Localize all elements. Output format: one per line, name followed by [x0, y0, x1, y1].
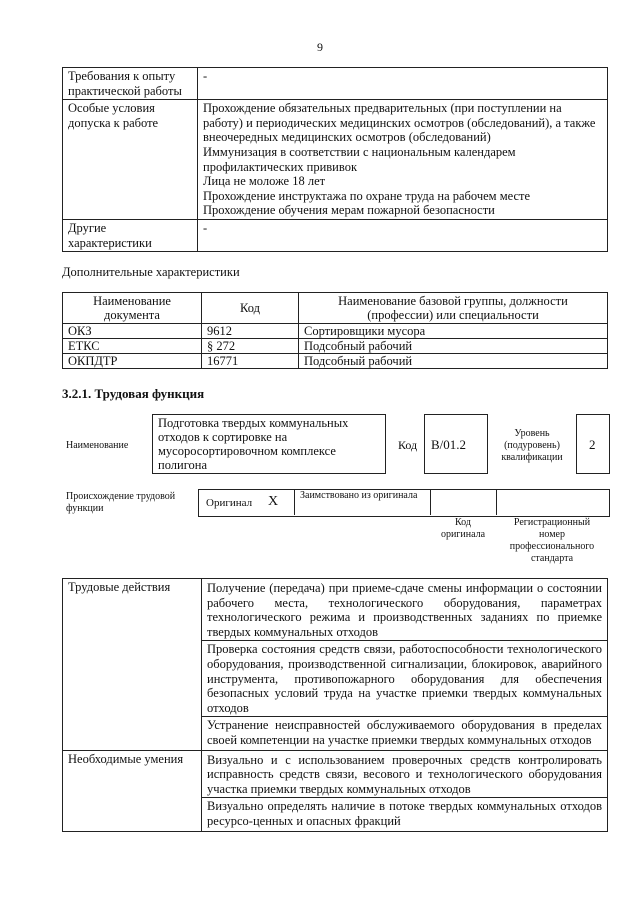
list-item: Визуально и с использованием проверочных средств контролировать исправность средств связи, весового и технологического оборудования участка приемки твердых коммунальных отходов: [207, 752, 602, 796]
origin-divider: [294, 489, 295, 515]
value-line: Прохождение инструктажа по охране труда на рабочем месте: [203, 188, 531, 203]
function-name-value: Подготовка твердых коммунальных отходов к сортировке на мусоросортировочном комплексе полигона: [158, 416, 349, 472]
table-cell: Подсобный рабочий: [299, 354, 608, 369]
code-box: [424, 414, 488, 474]
row-label: Необходимые умения: [63, 750, 202, 831]
code-label: Код: [398, 438, 418, 452]
origin-divider: [430, 489, 431, 515]
row-value: [202, 579, 608, 751]
row-value: [202, 750, 608, 831]
table-cell: 16771: [202, 354, 299, 369]
row-value: [198, 68, 608, 100]
table-cell: Сортировщики мусора: [299, 324, 608, 339]
row-label: Требования к опыту практической работы: [63, 68, 198, 100]
value-line: Прохождение обучения мерам пожарной безопасности: [203, 203, 495, 218]
list-item: Получение (передача) при приеме-сдаче смены информации о состоянии рабочего места, технологического оборудования, параметрах технологического режима и производственных заданиях по приемке твердых коммунальных отходов: [207, 581, 602, 639]
borrowed-label: Заимствовано из оригинала: [300, 490, 418, 501]
original-label: Оригинал: [206, 497, 253, 509]
list-item: Устранение неисправностей обслуживаемого оборудования в пределах своей компетенции на участке приемки твердых коммунальных отходов: [202, 716, 607, 748]
code-caption: Код оригинала: [440, 517, 486, 540]
table-cell: Подсобный рабочий: [299, 339, 608, 354]
section-title: 3.2.1. Трудовая функция: [62, 386, 205, 401]
table-row: [63, 750, 608, 831]
value-line: -: [203, 69, 208, 83]
table-row: [63, 219, 608, 251]
table-header-row: [63, 293, 608, 324]
list-item: Визуально определять наличие в потоке твердых коммунальных отходов ресурсо-ценных и опасных фракций: [202, 797, 607, 829]
value-line: -: [203, 220, 208, 235]
extra-heading: Дополнительные характеристики: [62, 265, 240, 279]
list-item: Проверка состояния средств связи, работоспособности технологического оборудования, производственной сигнализации, блокировок, аварийного инструмента, противопожарного оборудования для обеспечения безопасных условий труда на участке приемки твердых коммунальных отходов: [202, 640, 607, 716]
table-cell: ОКЗ: [63, 324, 202, 339]
table-row: [63, 68, 608, 100]
value-line: Лица не моложе 18 лет: [203, 174, 326, 189]
table-row: [63, 579, 608, 751]
row-label: Другие характеристики: [63, 219, 198, 251]
page-number: 9: [317, 40, 323, 54]
table-row: [63, 339, 608, 354]
function-name-label: Наименование: [66, 440, 129, 451]
table-cell: ЕТКС: [63, 339, 202, 354]
function-name-box: [152, 414, 386, 474]
level-value: 2: [589, 437, 596, 452]
row-value: [198, 100, 608, 220]
level-label: Уровень (подуровень) квалификации: [501, 428, 563, 463]
level-box: [576, 414, 610, 474]
table-cell: 9612: [202, 324, 299, 339]
row-label: Трудовые действия: [63, 579, 202, 751]
value-line: Прохождение обязательных предварительных (при поступлении на работу) и периодических медицинских осмотров (обследований), а также внеочередных медицинских осмотров (обследований): [203, 101, 596, 145]
reg-caption: Регистрационный номер профессионального стандарта: [509, 517, 595, 564]
qualification-requirements-table: [62, 67, 608, 252]
table-cell: § 272: [202, 339, 299, 354]
original-mark: X: [268, 494, 279, 509]
origin-label: Происхождение трудовой функции: [66, 491, 176, 514]
row-label: Особые условия допуска к работе: [63, 100, 198, 220]
table-row: [63, 354, 608, 369]
table-row: [63, 100, 608, 220]
origin-divider: [496, 489, 497, 515]
table-cell: ОКПДТР: [63, 354, 202, 369]
code-value: В/01.2: [431, 437, 467, 452]
labor-actions-table: [62, 578, 608, 832]
additional-characteristics-table: [62, 292, 608, 369]
table-row: [63, 324, 608, 339]
column-header: Наименование документа: [63, 293, 202, 324]
row-value: [198, 219, 608, 251]
value-line: Иммунизация в соответствии с национальным календарем профилактических прививок: [203, 144, 516, 174]
column-header: Наименование базовой группы, должности (профессии) или специальности: [299, 293, 608, 324]
column-header: Код: [202, 293, 299, 324]
